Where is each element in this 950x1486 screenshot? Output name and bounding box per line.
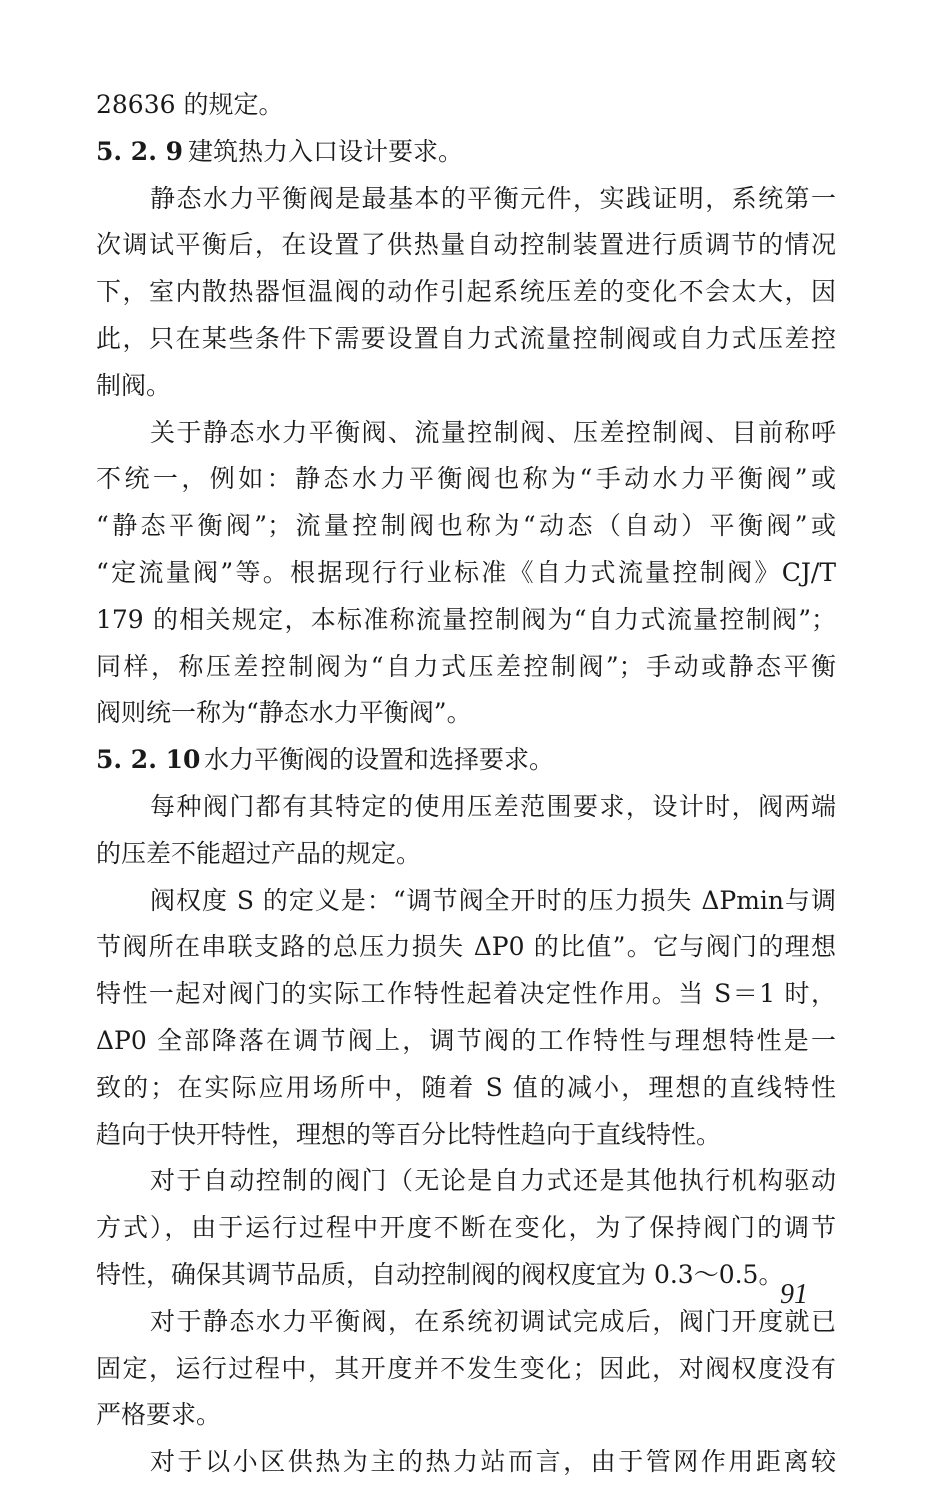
text-line: 的压差不能超过产品的规定。 — [96, 838, 422, 868]
page-number: 91 — [780, 1279, 808, 1310]
text-line: “静态平衡阀”；流量控制阀也称为“动态（自动）平衡阀”或 — [96, 511, 836, 541]
text-line: 特性，确保其调节品质，自动控制阀的阀权度宜为 0.3～0.5。 — [96, 1259, 784, 1289]
document-page — [96, 82, 836, 1486]
section-number: 5. 2. 10 — [96, 745, 201, 775]
section-number: 5. 2. 9 — [96, 136, 183, 166]
text-line: 关于静态水力平衡阀、流量控制阀、压差控制阀、目前称呼 — [150, 417, 836, 447]
text-line: 固定，运行过程中，其开度并不发生变化；因此，对阀权度没有 — [96, 1353, 836, 1383]
text-line: 28636 的规定。 — [96, 90, 284, 119]
text-line: 对于以小区供热为主的热力站而言，由于管网作用距离较 — [150, 1447, 836, 1477]
text-line: 静态水力平衡阀是最基本的平衡元件，实践证明，系统第一 — [150, 183, 836, 213]
text-line: 次调试平衡后，在设置了供热量自动控制装置进行质调节的情况 — [96, 230, 836, 260]
text-line: 不统一，例如：静态水力平衡阀也称为“手动水力平衡阀”或 — [96, 464, 836, 494]
text-line: 对于静态水力平衡阀，在系统初调试完成后，阀门开度就已 — [150, 1306, 836, 1336]
text-line: 严格要求。 — [96, 1400, 222, 1430]
text-line: ΔP0 全部降落在调节阀上，调节阀的工作特性与理想特性是一 — [96, 1025, 836, 1055]
text-line: 阀则统一称为“静态水力平衡阀”。 — [96, 698, 472, 728]
section-title: 建筑热力入口设计要求。 — [188, 136, 464, 166]
text-line: 致的；在实际应用场所中，随着 S 值的减小，理想的直线特性 — [96, 1072, 836, 1102]
text-line: 此，只在某些条件下需要设置自力式流量控制阀或自力式压差控 — [96, 323, 836, 353]
text-line: 对于自动控制的阀门（无论是自力式还是其他执行机构驱动 — [150, 1166, 836, 1196]
section-heading-5-2-9 — [96, 129, 836, 176]
text-line: 趋向于快开特性，理想的等百分比特性趋向于直线特性。 — [96, 1119, 722, 1149]
text-line: 179 的相关规定，本标准称流量控制阀为“自力式流量控制阀”； — [96, 604, 836, 634]
text-line: 节阀所在串联支路的总压力损失 ΔP0 的比值”。它与阀门的理想 — [96, 932, 836, 962]
section-title: 水力平衡阀的设置和选择要求。 — [204, 745, 555, 775]
text-line: 特性一起对阀门的实际工作特性起着决定性作用。当 S＝1 时， — [96, 979, 836, 1009]
text-line: 阀权度 S 的定义是：“调节阀全开时的压力损失 ΔPmin与调 — [150, 885, 836, 915]
text-line: 同样，称压差控制阀为“自力式压差控制阀”；手动或静态平衡 — [96, 651, 836, 681]
text-line: 下，室内散热器恒温阀的动作引起系统压差的变化不会太大，因 — [96, 277, 836, 307]
text-line: 每种阀门都有其特定的使用压差范围要求，设计时，阀两端 — [150, 791, 836, 821]
text-line: “定流量阀”等。根据现行行业标准《自力式流量控制阀》CJ/T — [96, 557, 836, 587]
text-line: 制阀。 — [96, 370, 172, 400]
section-heading-5-2-10 — [96, 737, 836, 784]
text-line: 方式），由于运行过程中开度不断在变化，为了保持阀门的调节 — [96, 1213, 836, 1243]
